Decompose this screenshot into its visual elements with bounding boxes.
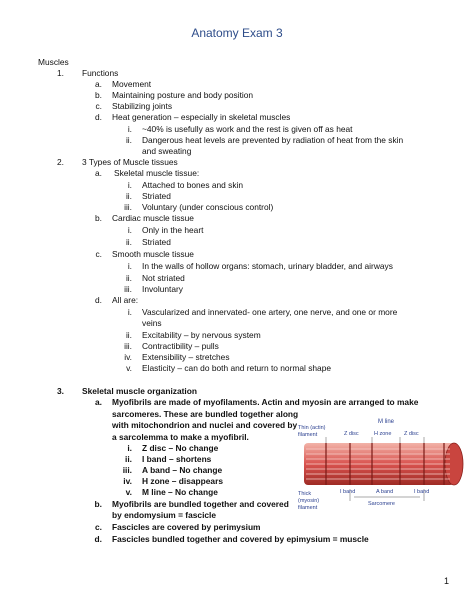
list-item: Not striated xyxy=(142,273,185,283)
list-marker: d. xyxy=(95,295,102,305)
list-marker: b. xyxy=(95,90,102,100)
list-marker: i. xyxy=(127,261,132,271)
list-marker: 2. xyxy=(57,157,64,167)
paragraph-line: by endomysium = fascicle xyxy=(112,510,217,520)
list-item: Fascicles are covered by perimysium xyxy=(112,522,261,532)
list-item: Striated xyxy=(142,191,171,201)
i-band-label: I band xyxy=(340,489,356,495)
sarcomere-figure xyxy=(296,413,466,521)
page-number: 1 xyxy=(444,576,450,586)
paragraph-line: a sarcolemma to make a myofibril. xyxy=(112,432,249,442)
list-marker: ii. xyxy=(125,454,132,464)
list-marker: i. xyxy=(127,307,132,317)
list-item: Maintaining posture and body position xyxy=(112,90,254,100)
m-line-label: M line xyxy=(378,419,395,425)
list-marker: iii. xyxy=(122,465,132,475)
list-item: Z disc – No change xyxy=(142,443,219,453)
list-item-continuation: and sweating xyxy=(142,146,192,156)
list-marker: b. xyxy=(94,499,102,509)
sarcomere-diagram xyxy=(296,413,466,521)
paragraph-line: Myofibrils are made of myofilaments. Actin and myosin are arranged to make xyxy=(112,397,419,407)
list-marker: i. xyxy=(127,443,132,453)
list-marker: a. xyxy=(95,168,102,178)
list-item: Contractibility – pulls xyxy=(142,341,219,351)
list-item: Involuntary xyxy=(142,284,183,294)
list-item: In the walls of hollow organs: stomach, urinary bladder, and airways xyxy=(142,261,393,271)
list-item: Excitability – by nervous system xyxy=(142,330,261,340)
list-marker: b. xyxy=(95,213,102,223)
list-item: H zone – disappears xyxy=(142,476,223,486)
list-marker: iii. xyxy=(124,202,132,212)
list-marker: c. xyxy=(95,101,102,111)
list-item: Striated xyxy=(142,237,171,247)
list-item: Only in the heart xyxy=(142,225,204,235)
list-marker: iii. xyxy=(124,341,132,351)
section-heading: Muscles xyxy=(38,57,69,67)
z-disc-label: Z disc xyxy=(404,431,419,437)
list-marker: a. xyxy=(95,79,102,89)
list-marker: iv. xyxy=(123,476,132,486)
list-item: Attached to bones and skin xyxy=(142,180,244,190)
thick-filament-label-3: filament xyxy=(298,505,318,511)
list-item: I band – shortens xyxy=(142,454,212,464)
list-item: M line – No change xyxy=(142,487,218,497)
i-band-label: I band xyxy=(414,489,430,495)
list-item: Functions xyxy=(82,68,119,78)
list-marker: ii. xyxy=(125,237,132,247)
list-marker: v. xyxy=(125,487,132,497)
list-item: Movement xyxy=(112,79,152,89)
sarcomere-label: Sarcomere xyxy=(368,501,395,507)
list-item: Dangerous heat levels are prevented by radiation of heat from the skin xyxy=(142,135,404,145)
list-marker: d. xyxy=(94,534,102,544)
list-item: Voluntary (under conscious control) xyxy=(142,202,274,212)
list-item: All are: xyxy=(112,295,139,305)
a-band-label: A band xyxy=(376,489,394,495)
list-item: A band – No change xyxy=(142,465,223,475)
z-disc-label: Z disc xyxy=(344,431,359,437)
list-item: Smooth muscle tissue xyxy=(112,249,194,259)
list-item-continuation: veins xyxy=(142,318,162,328)
h-zone-label: H zone xyxy=(374,431,392,437)
list-item: 3 Types of Muscle tissues xyxy=(82,157,178,167)
list-marker: d. xyxy=(95,112,102,122)
thin-filament-label-1: Thin (actin) xyxy=(298,425,326,431)
list-marker: i. xyxy=(127,180,132,190)
list-item: ~40% is usefully as work and the rest is given off as heat xyxy=(142,124,353,134)
list-marker: a. xyxy=(95,397,102,407)
list-marker: ii. xyxy=(125,330,132,340)
section-title: Skeletal muscle organization xyxy=(82,386,197,396)
list-item: Fascicles bundled together and covered by epimysium = muscle xyxy=(112,534,369,544)
paragraph-line: with mitochondrion and nuclei and covered by xyxy=(112,420,298,430)
paragraph-line: sarcomeres. These are bundled together along xyxy=(112,409,299,419)
list-item: Skeletal muscle tissue: xyxy=(114,168,200,178)
list-item: Cardiac muscle tissue xyxy=(112,213,194,223)
list-marker: iv. xyxy=(124,352,132,362)
list-marker: i. xyxy=(127,124,132,134)
list-marker: v. xyxy=(126,363,132,373)
thin-filament-label-2: filament xyxy=(298,432,318,438)
list-item: Extensibility – stretches xyxy=(142,352,230,362)
paragraph-line: Myofibrils are bundled together and covered xyxy=(112,499,289,509)
list-marker: c. xyxy=(95,522,102,532)
list-marker: ii. xyxy=(125,273,132,283)
list-item: Heat generation – especially in skeletal muscles xyxy=(112,112,291,122)
list-marker: c. xyxy=(95,249,102,259)
list-item: Stabilizing joints xyxy=(112,101,173,111)
document-title: Anatomy Exam 3 xyxy=(191,26,283,40)
thick-filament-label-2: (myosin) xyxy=(298,498,320,504)
list-item: Vascularized and innervated- one artery, one nerve, and one or more xyxy=(142,307,398,317)
thick-filament-label-1: Thick xyxy=(298,491,312,497)
list-marker: 1. xyxy=(57,68,64,78)
list-marker: ii. xyxy=(125,135,132,145)
list-marker: ii. xyxy=(125,191,132,201)
list-item: Elasticity – can do both and return to normal shape xyxy=(142,363,332,373)
list-marker: i. xyxy=(127,225,132,235)
list-marker: 3. xyxy=(57,386,64,396)
list-marker: iii. xyxy=(124,284,132,294)
